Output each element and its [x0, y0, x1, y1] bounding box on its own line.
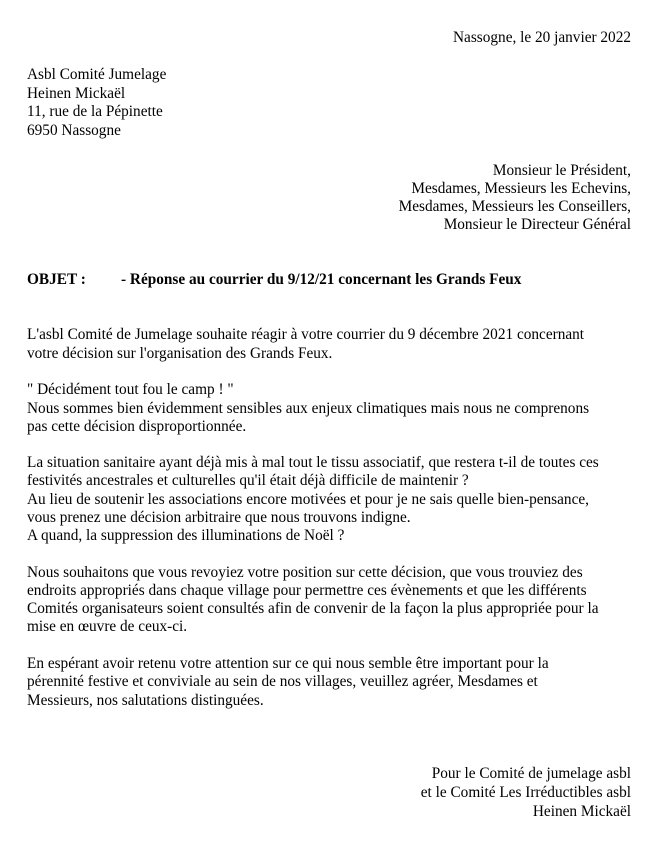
- body-line: vous prenez une décision arbitraire que nous trouvons indigne.: [27, 509, 411, 526]
- signature-line: Pour le Comité de jumelage asbl: [431, 765, 631, 782]
- body-line: festivités ancestrales et culturelles qu'il était déjà difficile de maintenir ?: [27, 472, 469, 489]
- body-line: L'asbl Comité de Jumelage souhaite réagir à votre courrier du 9 décembre 2021 concernant: [27, 326, 585, 343]
- sender-city: 6950 Nassogne: [27, 122, 121, 139]
- body-line: A quand, la suppression des illuminations de Noël ?: [27, 527, 345, 544]
- body-line: Nous souhaitons que vous revoyiez votre position sur cette décision, que vous trouviez des: [27, 564, 583, 581]
- body-line: mise en œuvre de ceux-ci.: [27, 618, 188, 635]
- recipient-line: Monsieur le Président,: [492, 162, 631, 179]
- body-line: En espérant avoir retenu votre attention sur ce qui nous semble être important pour la: [27, 655, 549, 672]
- body-line: pas cette décision disproportionnée.: [27, 418, 247, 435]
- sender-street: 11, rue de la Pépinette: [27, 103, 163, 120]
- recipient-line: Mesdames, Messieurs les Conseillers,: [398, 198, 631, 215]
- recipient-line: Monsieur le Directeur Général: [443, 216, 631, 233]
- body-line: Au lieu de soutenir les associations encore motivées et pour je ne sais quelle bien-pensance,: [27, 491, 589, 508]
- body-line: " Décidément tout fou le camp ! ": [27, 381, 234, 398]
- sender-person: Heinen Mickaël: [27, 85, 126, 102]
- subject-text: - Réponse au courrier du 9/12/21 concernant les Grands Feux: [121, 271, 522, 288]
- body-line: Nous sommes bien évidemment sensibles aux enjeux climatiques mais nous ne comprenons: [27, 400, 590, 417]
- sender-name: Asbl Comité Jumelage: [27, 66, 167, 83]
- body-line: Messieurs, nos salutations distinguées.: [27, 692, 264, 709]
- subject-label: OBJET :: [27, 271, 86, 288]
- body-line: La situation sanitaire ayant déjà mis à mal tout le tissu associatif, que restera t-il de toutes ces: [27, 454, 599, 471]
- signature-name: Heinen Mickaël: [532, 803, 631, 820]
- signature-line: et le Comité Les Irréductibles asbl: [420, 784, 631, 801]
- recipient-line: Mesdames, Messieurs les Echevins,: [411, 180, 631, 197]
- body-line: pérennité festive et conviviale au sein de nos villages, veuillez agréer, Mesdames et: [27, 673, 538, 690]
- letter-date: Nassogne, le 20 janvier 2022: [453, 29, 631, 46]
- body-line: endroits appropriés dans chaque village pour permettre ces évènements et que les différents: [27, 582, 587, 599]
- body-line: Comités organisateurs soient consultés afin de convenir de la façon la plus appropriée pour la: [27, 600, 599, 617]
- body-line: votre décision sur l'organisation des Grands Feux.: [27, 345, 333, 362]
